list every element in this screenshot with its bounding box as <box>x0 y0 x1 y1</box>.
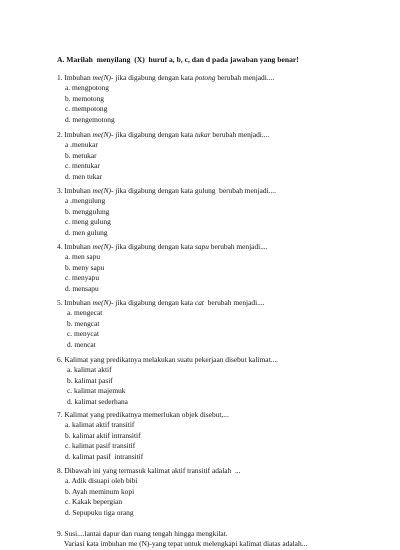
question-6 <box>57 355 377 407</box>
question-5 <box>57 298 377 350</box>
option-c[interactable]: c. kalimat majemuk <box>67 386 126 396</box>
option-a[interactable]: a. kalimat aktif transitif <box>65 420 135 429</box>
option-d[interactable]: d. kalimat sederhana <box>67 396 128 406</box>
question-suffix: berubah menjadi.... <box>210 130 270 139</box>
base-word: tukar <box>194 130 211 139</box>
option-c[interactable]: c. mentukar <box>65 161 100 171</box>
option-a[interactable]: a .menukar <box>65 140 98 149</box>
question-text: 8. Dibawah ini yang termasuk kalimat aktif transitif adalah ... <box>57 466 241 475</box>
option-d[interactable]: d. men tukar <box>65 171 103 181</box>
option-a[interactable]: a. men sapu <box>65 252 101 261</box>
option-d[interactable]: d. kalimat pasif intransitif <box>65 451 144 461</box>
question-middle: jika digabung dengan kata <box>113 130 195 139</box>
option-c[interactable]: c. menycat <box>67 329 100 339</box>
question-4 <box>57 242 377 294</box>
option-c[interactable]: c. Kakak bepergian <box>65 497 123 507</box>
question-text: 6. Kalimat yang predikatnya melakukan suatu pekerjaan disebut kalimat.... <box>57 355 279 364</box>
question-middle: jika digabung dengan kata gulung berubah menjadi.... <box>113 186 277 195</box>
question-middle: jika digabung dengan kata <box>113 242 195 251</box>
question-3 <box>57 186 377 238</box>
affix-text: me(N)- <box>92 73 114 82</box>
base-word: cat <box>194 298 204 307</box>
option-a[interactable]: a. kalimat aktif <box>67 365 112 374</box>
option-d[interactable]: d. Sepupuku tiga orang <box>65 507 134 517</box>
option-b[interactable]: b. metukar <box>65 150 97 160</box>
affix-text: me(N)- <box>92 298 114 307</box>
question-8 <box>57 466 377 518</box>
section-heading: A. Marilah menyilang (X) huruf a, b, c, dan d pada jawaban yang benar! <box>57 55 299 64</box>
question-prefix: 4. Imbuhan <box>57 242 93 251</box>
affix-text: me(N)- <box>92 242 114 251</box>
question-9 <box>57 529 377 549</box>
option-b[interactable]: b. kalimat aktif intransitif <box>65 430 141 440</box>
question-2 <box>57 130 377 182</box>
option-a[interactable]: a. mengpotong <box>65 83 109 92</box>
option-d[interactable]: d. mengemotong <box>65 114 115 124</box>
question-text <box>57 298 377 308</box>
option-d[interactable]: d. mencat <box>67 339 96 349</box>
option-c[interactable]: c. meng gulung <box>65 217 111 227</box>
question-middle: jika digabung dengan kata <box>113 73 195 82</box>
option-c[interactable]: c. mempotong <box>65 104 108 114</box>
base-word: sapu <box>194 242 209 251</box>
option-b[interactable]: b. mengcat <box>67 318 100 328</box>
option-b[interactable]: b. meny sapu <box>65 262 105 272</box>
option-a[interactable]: a .mengulung <box>65 196 106 205</box>
question-prefix: 2. Imbuhan <box>57 130 93 139</box>
question-middle: jika digabung dengan kata <box>113 298 195 307</box>
question-prefix: 3. Imbuhan <box>57 186 93 195</box>
question-text <box>57 130 377 140</box>
question-text: 7. Kalimat yang predikatnya memerlukan objek disebut,... <box>57 410 229 419</box>
option-b[interactable]: b. menggulung <box>65 206 110 216</box>
option-c[interactable]: c. menyapu <box>65 273 100 283</box>
affix-text: me(N)- <box>92 186 114 195</box>
question-text <box>57 242 377 252</box>
base-word: potong <box>194 73 216 82</box>
question-1 <box>57 73 377 125</box>
question-text: 9. Susi....lantai dapur dan ruang tengah hingga mengkilat. <box>57 529 228 538</box>
option-c[interactable]: c. kalimat pasif transitif <box>65 441 136 451</box>
question-suffix: berubah menjadi.... <box>215 73 275 82</box>
option-a[interactable]: a. mengecat <box>67 308 103 317</box>
question-subtext: Variasi kata imbuhan me (N)-yang tepat untuk melengkapi kalimat diatas adalah... <box>64 539 308 548</box>
option-d[interactable]: d. men gulung <box>65 227 108 237</box>
option-b[interactable]: b. kalimat pasif <box>67 375 113 385</box>
option-d[interactable]: d. mensapu <box>65 283 99 293</box>
question-suffix: berubah menjadi.... <box>203 298 265 307</box>
option-a[interactable]: a. Adik disuapi oleh bibi <box>65 476 138 485</box>
option-b[interactable]: b. Ayah meminum kopi <box>65 486 135 496</box>
question-suffix: berubah menjadi.... <box>208 242 268 251</box>
affix-text: me(N)- <box>92 130 114 139</box>
question-text <box>57 186 377 196</box>
option-b[interactable]: b. memotong <box>65 93 105 103</box>
question-text <box>57 73 377 83</box>
question-prefix: 5. Imbuhan <box>57 298 93 307</box>
question-7 <box>57 410 377 462</box>
question-prefix: 1. Imbuhan <box>57 73 93 82</box>
